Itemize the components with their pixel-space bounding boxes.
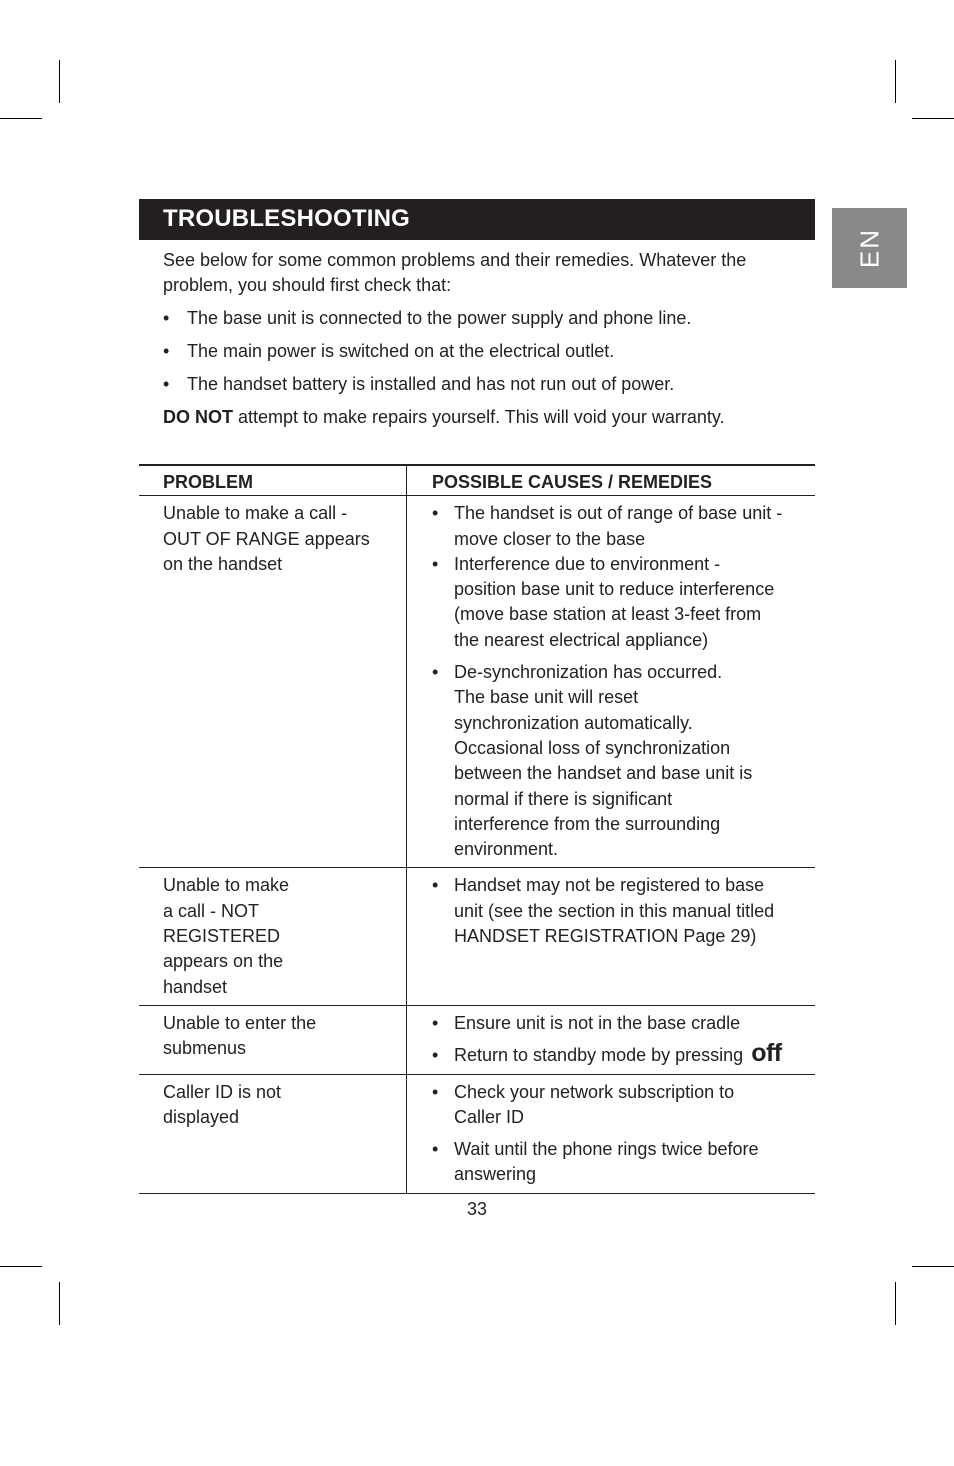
remedy-text: Ensure unit is not in the base cradle xyxy=(454,1012,741,1033)
table-row xyxy=(139,1005,815,1074)
remedy-text: De-synchronization has occurred. The base unit will reset synchronization automatically. Occasional loss of synchronization between the handset and base unit is normal if there is significant interference from the surrounding environment. xyxy=(454,662,753,860)
off-key-icon: off xyxy=(751,1039,782,1068)
troubleshooting-table xyxy=(139,464,815,1194)
table-row xyxy=(139,1074,815,1193)
remedy-item xyxy=(432,501,795,552)
remedy-item xyxy=(432,873,795,949)
check-item-text: The main power is switched on at the electrical outlet. xyxy=(187,341,615,361)
remedy-text: Check your network subscription to Caller ID xyxy=(454,1081,735,1127)
problem-text: Unable to make a call - OUT OF RANGE appears on the handset xyxy=(163,503,370,574)
remedy-list xyxy=(432,873,795,949)
problem-text: Unable to enter the submenus xyxy=(163,1012,317,1059)
warning-emphasis: DO NOT xyxy=(163,407,233,427)
remedy-text: Return to standby mode by pressing xyxy=(454,1045,744,1066)
remedy-item xyxy=(432,660,795,862)
remedy-text: Interference due to environment - position base unit to reduce interference (move base station at least 3-feet from the nearest electrical appliance) xyxy=(454,553,775,650)
bullet-icon: • xyxy=(432,1045,439,1066)
problem-cell xyxy=(139,1005,407,1074)
check-list xyxy=(163,306,803,397)
bullet-icon: • xyxy=(432,503,439,524)
table-row xyxy=(139,868,815,1005)
problem-cell xyxy=(139,1074,407,1193)
warranty-warning xyxy=(163,405,803,430)
crop-mark xyxy=(0,1266,42,1267)
bullet-icon: • xyxy=(432,875,439,896)
remedy-item xyxy=(432,1137,795,1188)
bullet-icon: • xyxy=(432,1081,439,1102)
check-item xyxy=(163,372,803,397)
section-title-bar xyxy=(139,199,815,240)
crop-mark xyxy=(912,1266,954,1267)
crop-mark xyxy=(0,118,42,119)
remedy-list xyxy=(432,1011,795,1069)
crop-mark xyxy=(912,118,954,119)
table-row xyxy=(139,496,815,868)
bullet-icon: • xyxy=(163,308,170,328)
bullet-icon: • xyxy=(163,374,170,394)
bullet-icon: • xyxy=(432,1012,439,1033)
remedy-text: The handset is out of range of base unit - move closer to the base xyxy=(454,503,783,549)
section-title: TROUBLESHOOTING xyxy=(163,205,410,232)
remedy-item xyxy=(432,1011,795,1036)
check-item-text: The base unit is connected to the power supply and phone line. xyxy=(187,308,692,328)
language-tab xyxy=(832,208,907,288)
language-tab-label: EN xyxy=(854,227,884,269)
remedy-text: Handset may not be registered to base unit (see the section in this manual titled HANDSET REGISTRATION Page 29) xyxy=(454,875,775,947)
remedies-cell xyxy=(407,868,816,1005)
header-problem: PROBLEM xyxy=(139,465,407,496)
problem-cell xyxy=(139,496,407,868)
intro-text: See below for some common problems and their remedies. Whatever the problem, you should first check that: xyxy=(163,250,747,295)
check-item-text: The handset battery is installed and has not run out of power. xyxy=(187,374,675,394)
intro-section xyxy=(163,248,803,430)
bullet-icon: • xyxy=(432,662,439,683)
bullet-icon: • xyxy=(432,553,439,574)
remedies-cell xyxy=(407,1005,816,1074)
remedy-list xyxy=(432,501,795,862)
check-item xyxy=(163,306,803,331)
remedy-text: Wait until the phone rings twice before answering xyxy=(454,1139,759,1185)
remedy-item xyxy=(432,1080,795,1131)
crop-mark xyxy=(59,1282,60,1325)
crop-mark xyxy=(895,1282,896,1325)
remedy-list xyxy=(432,1080,795,1188)
warning-text: attempt to make repairs yourself. This will void your warranty. xyxy=(233,407,725,427)
bullet-icon: • xyxy=(163,341,170,361)
header-remedies: POSSIBLE CAUSES / REMEDIES xyxy=(432,472,713,492)
problem-text: Caller ID is not displayed xyxy=(163,1081,282,1127)
crop-mark xyxy=(895,60,896,103)
remedies-cell xyxy=(407,496,816,868)
crop-mark xyxy=(59,60,60,103)
check-item xyxy=(163,339,803,364)
remedy-item xyxy=(432,1039,795,1068)
page-number: 33 xyxy=(466,1199,488,1219)
problem-cell xyxy=(139,868,407,1005)
remedies-cell xyxy=(407,1074,816,1193)
bullet-icon: • xyxy=(432,1139,439,1160)
table-header-row xyxy=(139,465,815,496)
remedy-item xyxy=(432,552,795,653)
problem-text: Unable to make a call - NOT REGISTERED appears on the handset xyxy=(163,875,290,997)
